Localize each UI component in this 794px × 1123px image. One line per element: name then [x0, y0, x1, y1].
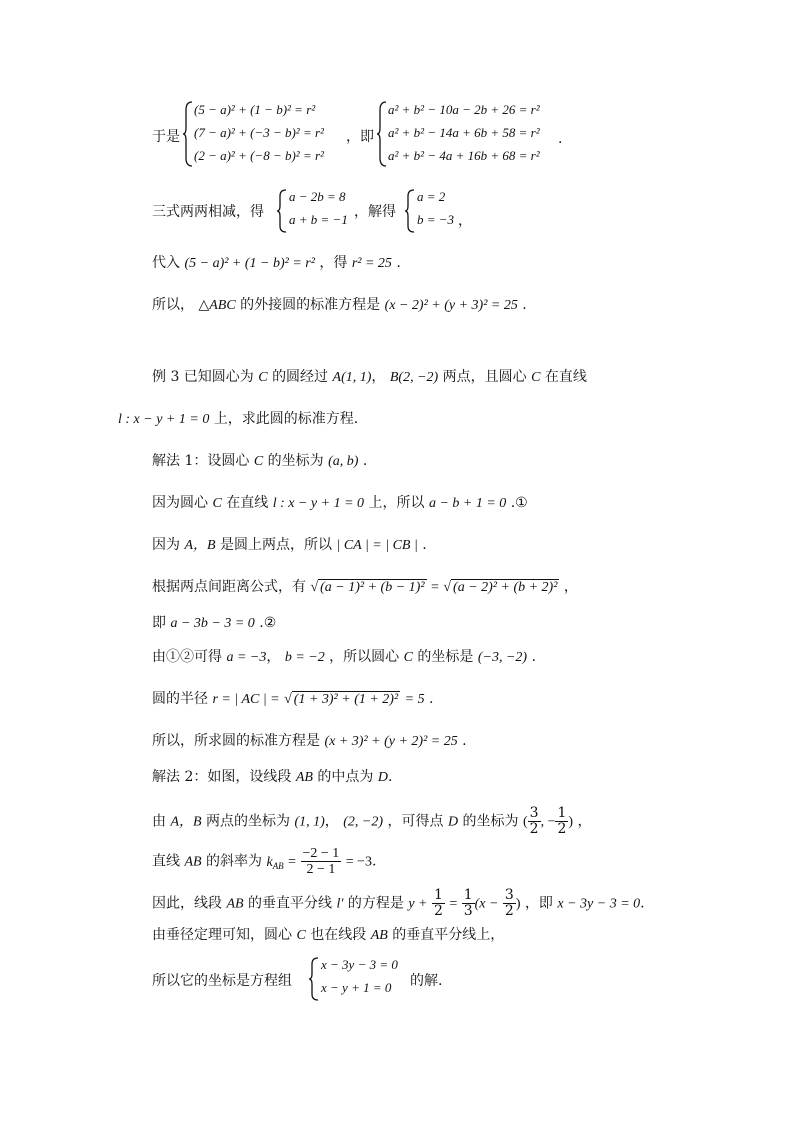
- text: 的外接圆的标准方程是: [240, 297, 381, 313]
- text: 的垂直平分线: [248, 895, 333, 912]
- solution-1-line-6: [152, 648, 536, 667]
- fraction: [528, 806, 541, 837]
- sqrt-expression: √ (a − 1)² + (b − 1)²: [310, 580, 425, 595]
- point-label: C: [403, 650, 413, 665]
- equals-sign: =: [449, 896, 458, 912]
- point-coord: B(2, −2): [389, 370, 439, 385]
- denominator: 2: [529, 821, 539, 837]
- conclusion-line: [152, 296, 527, 315]
- text-end: .: [558, 131, 563, 147]
- equation: l : x − y + 1 = 0: [118, 412, 210, 427]
- numerator: 1: [433, 887, 443, 903]
- solution-1-line-2: [152, 494, 528, 513]
- solution-2-line-3: [152, 846, 377, 877]
- sqrt-expression: √ (a − 2)² + (b + 2)²: [443, 580, 558, 595]
- slope-symbol: k: [266, 854, 273, 870]
- solution-1-line-1: [152, 452, 367, 471]
- text: ，: [563, 579, 578, 595]
- segment-label: AB: [295, 770, 313, 785]
- equation: b = −2: [284, 650, 325, 665]
- denominator: 2: [557, 821, 567, 837]
- numerator: −2 − 1: [302, 846, 340, 861]
- paren: ): [515, 896, 521, 912]
- result: = −3: [345, 854, 373, 870]
- segment-label: AB: [370, 928, 388, 943]
- text: 所以它的坐标是方程组: [152, 973, 292, 989]
- left-brace-icon: [276, 188, 288, 234]
- radicand: (1 + 3)² + (1 + 2)²: [293, 692, 399, 707]
- text: ，: [371, 369, 386, 385]
- denominator: 2: [504, 903, 514, 919]
- text: 因为圆心: [152, 495, 208, 511]
- point-label: C: [253, 454, 264, 469]
- text: ，可得点: [387, 813, 444, 830]
- text: 在直线: [226, 495, 269, 511]
- paren: ): [568, 814, 574, 830]
- equation: y +: [408, 896, 428, 912]
- text: ，: [577, 813, 592, 830]
- equation: a − b + 1 = 0: [428, 496, 507, 511]
- left-brace-icon: [404, 188, 416, 234]
- numerator: 3: [529, 805, 539, 821]
- text: 两点，且圆心: [442, 369, 527, 385]
- text: 所以，所求圆的标准方程是: [152, 733, 320, 749]
- equation: a = −3: [226, 650, 267, 665]
- slope-subscript: AB: [272, 860, 284, 871]
- equals-sign: =: [288, 854, 297, 870]
- text: 例 3 已知圆心为: [152, 369, 254, 385]
- radicand: (a − 1)² + (b − 1)²: [320, 580, 425, 595]
- numerator: 1: [557, 805, 567, 821]
- text: 的坐标为: [267, 453, 324, 469]
- text-prefix: 三式两两相减，得: [152, 204, 264, 220]
- equation: (x − 2)² + (y + 3)² = 25: [384, 298, 518, 313]
- equation: (x + 3)² + (y + 2)² = 25: [324, 734, 458, 749]
- text: 根据两点间距离公式，有: [152, 579, 306, 595]
- numerator: 3: [504, 887, 514, 903]
- text-mid: ，解得: [354, 204, 396, 220]
- system-line-3: a² + b² − 4a + 16b + 68 = r²: [388, 148, 540, 163]
- text: ，所以圆心: [329, 649, 400, 665]
- text-end: ，: [458, 213, 472, 229]
- point-label: C: [296, 928, 306, 943]
- text: .: [640, 895, 645, 912]
- text: 上，所以: [368, 495, 425, 511]
- solution-1-line-7: [152, 690, 433, 709]
- text: ，: [266, 649, 281, 665]
- equation: r = | AC | =: [212, 692, 280, 707]
- text: 是圆上两点，所以: [220, 537, 333, 553]
- system-line-1: (5 − a)² + (1 − b)² = r²: [194, 102, 316, 117]
- point-coord: (−3, −2): [477, 650, 528, 665]
- system-line-3: (2 − a)² + (−8 − b)² = r²: [194, 148, 324, 163]
- equation: x − 3y − 3 = 0: [557, 896, 641, 912]
- text: 因为: [152, 537, 180, 553]
- text: 的坐标是: [417, 649, 474, 665]
- equation: r² = 25: [351, 256, 392, 271]
- system-line-2: x − y + 1 = 0: [321, 980, 392, 995]
- text: .: [372, 853, 377, 870]
- fraction: [462, 888, 475, 919]
- denominator: 2 − 1: [306, 862, 336, 877]
- fraction: [503, 888, 516, 919]
- solution-2-line-1: [152, 768, 392, 787]
- system-line-1: a² + b² − 10a − 2b + 26 = r²: [388, 102, 540, 117]
- text: .: [522, 297, 527, 313]
- text: .①: [510, 495, 528, 511]
- text: 的圆经过: [272, 369, 329, 385]
- point-coord: (2, −2): [343, 814, 384, 830]
- system-line-1: x − 3y − 3 = 0: [321, 957, 398, 972]
- text: .②: [259, 615, 277, 631]
- point-coord: A(1, 1): [332, 370, 372, 385]
- text: 的中点为: [317, 769, 374, 785]
- text: 圆的半径: [152, 691, 208, 707]
- text: .: [362, 453, 368, 469]
- text: 因此，线段: [152, 895, 222, 912]
- point-label: C: [258, 370, 268, 385]
- system-line-2: a² + b² − 14a + 6b + 58 = r²: [388, 125, 540, 140]
- point-label: D: [447, 814, 459, 830]
- numerator: 1: [463, 887, 473, 903]
- denominator: 3: [463, 903, 473, 919]
- left-brace-icon: [376, 100, 388, 168]
- equation: l : x − y + 1 = 0: [272, 496, 365, 511]
- line-label: l′: [336, 896, 344, 912]
- text: 由垂径定理可知，圆心: [152, 927, 292, 943]
- text: 的解.: [410, 973, 443, 989]
- fraction: [432, 888, 445, 919]
- system-line-2: (7 − a)² + (−3 − b)² = r²: [194, 125, 324, 140]
- point-label: D: [377, 770, 388, 785]
- point-coord: (1, 1): [294, 814, 325, 830]
- point-label: C: [212, 496, 222, 511]
- text: 解法 2：如图，设线段: [152, 769, 292, 785]
- text-mid: ，即: [346, 129, 374, 145]
- text: ，: [324, 813, 339, 830]
- solution-1-line-8: [152, 732, 467, 751]
- text: 所以，: [152, 297, 194, 313]
- equation: (a, b): [328, 454, 359, 469]
- denominator: 2: [433, 903, 443, 919]
- triangle-label: △ABC: [198, 298, 236, 313]
- text: .: [396, 255, 401, 271]
- solution-1-line-5: [152, 614, 276, 633]
- equation: (5 − a)² + (1 − b)² = r²: [184, 256, 315, 271]
- text: 上，求此圆的标准方程.: [213, 411, 359, 427]
- text: .: [429, 691, 434, 707]
- solution-2-line-4: [152, 888, 645, 919]
- equation: a − 3b − 3 = 0: [170, 616, 255, 631]
- text: .: [462, 733, 467, 749]
- text: 的坐标为: [462, 813, 519, 830]
- text: 由: [152, 813, 166, 830]
- text: .: [387, 769, 393, 785]
- radicand: (a − 2)² + (b + 2)²: [453, 580, 558, 595]
- text: 由①②可得: [152, 649, 222, 665]
- text: 的垂直平分线上，: [392, 927, 505, 943]
- system-line-1: a = 2: [417, 189, 446, 204]
- equation: | CA | = | CB |: [336, 538, 418, 553]
- solution-2-line-5: [152, 926, 504, 945]
- system-line-1: a − 2b = 8: [289, 189, 346, 204]
- text: .: [531, 649, 536, 665]
- point-labels: A，B: [184, 538, 216, 553]
- fraction: [555, 806, 568, 837]
- segment-label: AB: [184, 854, 202, 870]
- solution-1-line-3: [152, 536, 427, 555]
- point-label: C: [531, 370, 541, 385]
- text: 解法 1：设圆心: [152, 453, 250, 469]
- separator: , −: [540, 814, 556, 830]
- segment-label: AB: [226, 896, 244, 912]
- point-labels: A，B: [170, 814, 202, 830]
- left-brace-icon: [182, 100, 194, 168]
- text: ，得: [319, 255, 348, 271]
- system-line-2: a + b = −1: [289, 212, 348, 227]
- text: 代入: [152, 255, 180, 271]
- text-prefix: 于是: [152, 129, 180, 145]
- example-3-line-2: [118, 410, 358, 429]
- equation: = 5: [404, 692, 425, 707]
- text: 的斜率为: [206, 853, 263, 870]
- text: ，即: [524, 895, 553, 912]
- system-line-2: b = −3: [417, 212, 455, 227]
- example-3-line-1: [152, 368, 587, 387]
- substitute-line: [152, 254, 401, 273]
- text: 的方程是: [347, 895, 404, 912]
- solution-1-line-4: [152, 578, 578, 597]
- text: 两点的坐标为: [206, 813, 291, 830]
- paren: (: [522, 814, 528, 830]
- text: 在直线: [544, 369, 587, 385]
- fraction: [301, 846, 342, 877]
- text: 即: [152, 615, 166, 631]
- sqrt-expression: √ (1 + 3)² + (1 + 2)²: [284, 692, 399, 707]
- equation: (x −: [474, 896, 499, 912]
- left-brace-icon: [308, 956, 320, 1002]
- solution-2-line-2: [152, 806, 592, 837]
- text: .: [422, 537, 427, 553]
- text: 直线: [152, 853, 180, 870]
- equals-sign: =: [430, 580, 439, 595]
- text: 也在线段: [310, 927, 367, 943]
